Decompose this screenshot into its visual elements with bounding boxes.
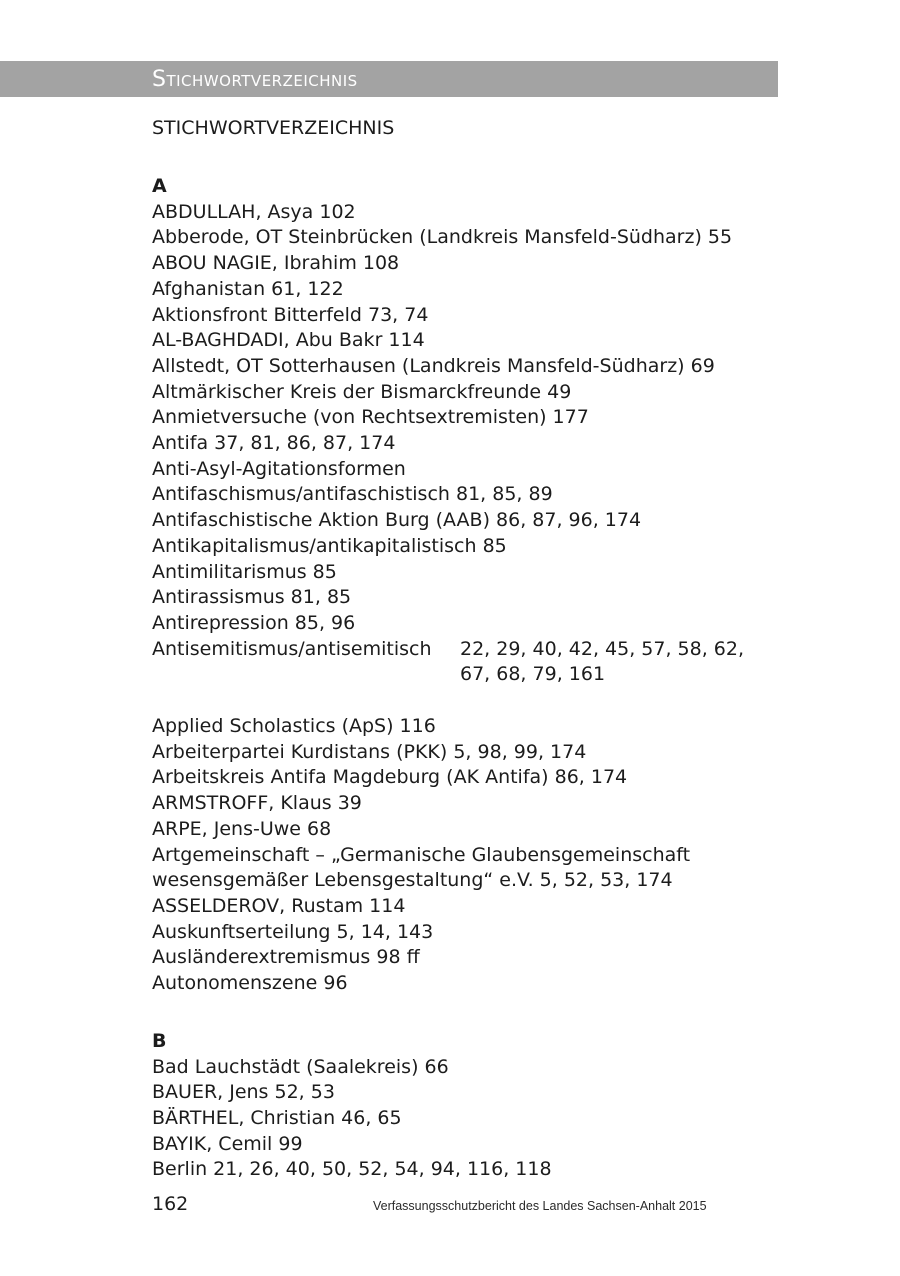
index-entry: Abberode, OT Steinbrücken (Landkreis Mansfeld-Südharz) 55 [152, 226, 733, 249]
index-entry: Bad Lauchstädt (Saalekreis) 66 [152, 1055, 449, 1078]
index-entry: Antirepression 85, 96 [152, 611, 356, 634]
index-entry: ARMSTROFF, Klaus 39 [152, 792, 362, 815]
index-entry: ABOU NAGIE, Ibrahim 108 [152, 252, 400, 275]
page-title: STICHWORTVERZEICHNIS [152, 117, 395, 139]
index-entry-split [152, 637, 792, 688]
index-entry: Antifa 37, 81, 86, 87, 174 [152, 432, 396, 455]
index-entry: Applied Scholastics (ApS) 116 [152, 715, 436, 738]
index-entry: Anmietversuche (von Rechtsextremisten) 177 [152, 406, 589, 429]
section-a-list [152, 200, 792, 997]
index-entry: Aktionsfront Bitterfeld 73, 74 [152, 303, 429, 326]
index-entry: ASSELDEROV, Rustam 114 [152, 894, 406, 917]
section-b-list [152, 1055, 792, 1184]
index-entry: BAYIK, Cemil 99 [152, 1132, 303, 1155]
index-entry: Antimilitarismus 85 [152, 560, 337, 583]
index-entry: Antikapitalismus/antikapitalistisch 85 [152, 534, 507, 557]
section-letter-b: B [152, 1029, 167, 1052]
footer-publication: Verfassungsschutzbericht des Landes Sachsen-Anhalt 2015 [373, 1199, 707, 1213]
index-entry: Arbeiterpartei Kurdistans (PKK) 5, 98, 99, 174 [152, 740, 587, 763]
running-header-title: Stichwortverzeichnis [152, 67, 358, 92]
index-entry: Autonomenszene 96 [152, 972, 348, 995]
index-entry: Antirassismus 81, 85 [152, 586, 352, 609]
index-entry: Antifaschismus/antifaschistisch 81, 85, 89 [152, 483, 553, 506]
index-entry: Afghanistan 61, 122 [152, 277, 344, 300]
index-entry: BAUER, Jens 52, 53 [152, 1081, 335, 1104]
index-entry: Artgemeinschaft – „Germanische Glaubensgemeinschaft [152, 843, 691, 866]
index-entry: wesensgemäßer Lebensgestaltung“ e.V. 5, 52, 53, 174 [152, 869, 673, 892]
index-entry: Allstedt, OT Sotterhausen (Landkreis Mansfeld-Südharz) 69 [152, 354, 715, 377]
index-entry: Altmärkischer Kreis der Bismarckfreunde 49 [152, 380, 572, 403]
page-number: 162 [152, 1193, 189, 1215]
section-letter-a: A [152, 175, 167, 197]
index-entry: ARPE, Jens-Uwe 68 [152, 817, 332, 840]
header-band [0, 61, 778, 97]
index-entry: Auskunftserteilung 5, 14, 143 [152, 920, 434, 943]
index-entry: ABDULLAH, Asya 102 [152, 200, 356, 223]
index-pages: 22, 29, 40, 42, 45, 57, 58, 62, 67, 68, 79, 161 [460, 637, 745, 686]
index-entry: Berlin 21, 26, 40, 50, 52, 54, 94, 116, 118 [152, 1158, 552, 1181]
spacer [152, 688, 792, 714]
index-entry: Ausländerextremismus 98 ff [152, 946, 420, 969]
index-entry: AL-BAGHDADI, Abu Bakr 114 [152, 329, 425, 352]
index-entry: Anti-Asyl-Agitationsformen [152, 457, 406, 480]
index-term: Antisemitismus/antisemitisch [152, 637, 432, 660]
index-entry: Antifaschistische Aktion Burg (AAB) 86, 87, 96, 174 [152, 509, 642, 532]
index-entry: BÄRTHEL, Christian 46, 65 [152, 1106, 402, 1129]
index-entry: Arbeitskreis Antifa Magdeburg (AK Antifa) 86, 174 [152, 766, 628, 789]
index-content [152, 116, 792, 1183]
